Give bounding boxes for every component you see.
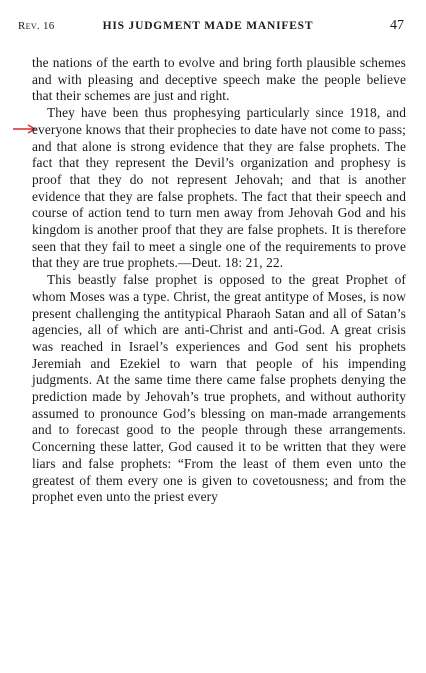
body-text	[32, 55, 406, 506]
running-reference: Rev. 16	[18, 20, 55, 32]
paragraph-beastly-prophet: This beastly false prophet is opposed to the great Prophet of whom Moses was a type. Christ, the great antitype of Moses, is now present challenging the antitypical Pharaoh Satan and all of Satan’s agencies, all of which are anti-Christ and anti-God. A great crisis was reached in Israel’s experiences and God sent his prophets Jeremiah and Ezekiel to warn that people of his impending judgments. At the same time there came false prophets denying the prediction made by Jehovah’s true prophets, and without authority assumed to pronounce God’s blessing on man-made arrangements and to forecast good to the people through these arrangements. Concerning these latter, God caused it to be written that they were liars and false prophets: “From the least of them even unto the greatest of them every one is given to covetousness; and from the prophet even unto the priest every	[32, 272, 406, 505]
running-title: HIS JUDGMENT MADE MANIFEST	[102, 20, 314, 32]
page-number: 47	[390, 18, 404, 33]
running-header	[0, 20, 426, 36]
paragraph-continuation: the nations of the earth to evolve and bring forth plausible schemes and with pleasing and deceptive speech make the people believe that their schemes are just and right.	[32, 55, 406, 104]
paragraph-false-prophets: They have been thus prophesying particularly since 1918, and everyone knows that their prophecies to date have not come to pass; and that alone is strong evidence that they are false prophets. The fact that they represent the Devil’s organization and prophesy is proof that they do not represent Jehovah; and that is another evidence that they are false prophets. The fact that their speech and course of action tend to turn men away from Jehovah God and his kingdom is another proof that they are false prophets. It is therefore seen that they fail to meet a single one of the requirements to prove that they are true prophets.—Deut. 18: 21, 22.	[32, 105, 406, 271]
